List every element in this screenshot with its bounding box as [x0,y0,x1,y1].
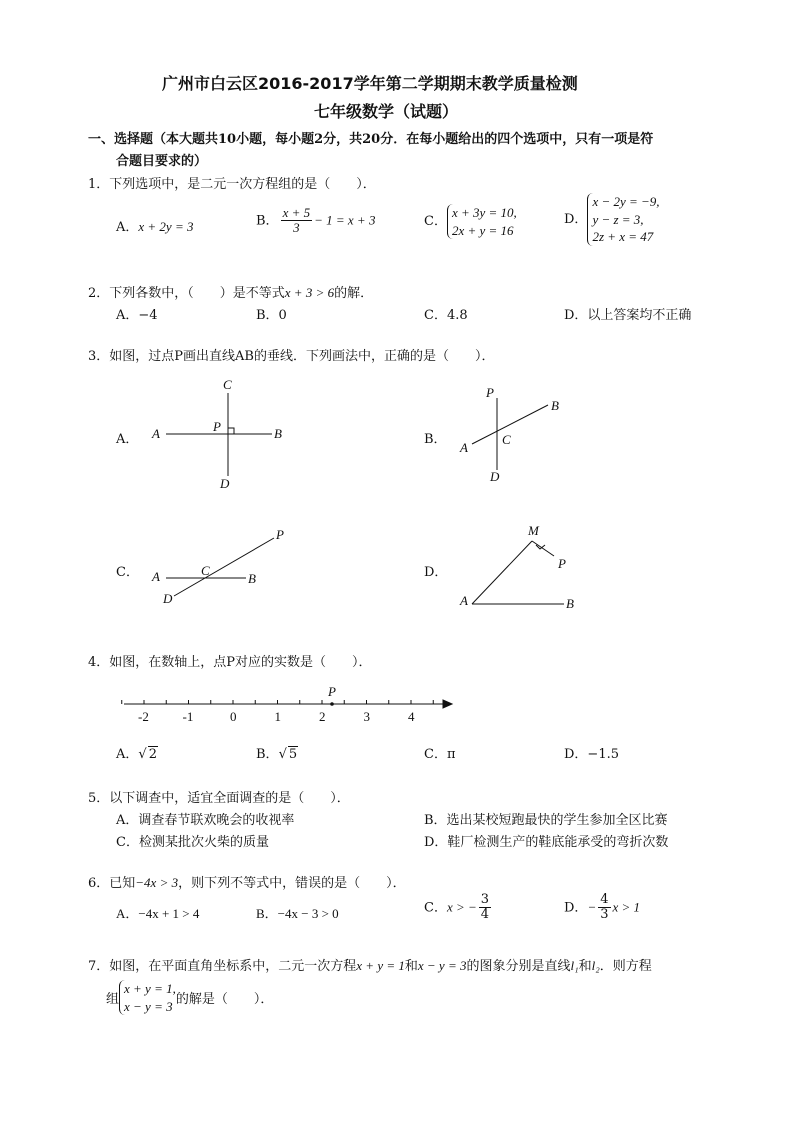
number-line-tick-label: 1 [274,709,281,724]
fig-c-label-b: B [248,571,256,586]
q5-option-d: D．鞋厂检测生产的鞋底能承受的弯折次数 [424,835,669,850]
fig-c-label-d: D [163,591,173,606]
q1-b-num: x + 5 [282,205,311,220]
q2-option-b: B．0 [256,308,287,323]
q7-stem-line1 [88,955,652,974]
q5-option-a: A．调查春节联欢晚会的收视率 [116,813,295,828]
q1-c-line1: x + 3y = 10, [451,205,517,220]
q4-stem: 4．如图，在数轴上，点P对应的实数是（ ）． [88,655,372,670]
q1-c-line2: 2x + y = 16 [451,222,514,238]
q1-b-den: 3 [293,220,300,236]
number-line-point-p [330,702,334,706]
q2-option-d: D．以上答案均不正确 [564,308,692,323]
number-line-arrow [443,700,452,708]
q1-b-rest: − 1 = x + 3 [314,212,376,228]
fig-a-label-p: P [213,419,221,434]
fig-a-label-c: C [223,377,232,392]
fig-d-label-b: B [566,596,574,611]
q6-c-pre: x > − [446,899,477,915]
number-line-tick-label: 4 [408,709,415,724]
q6-d-pre: − [587,899,597,915]
fig-b-label-a: A [460,440,468,455]
number-line-tick-label: 0 [230,709,237,724]
number-line-tick-label: -2 [138,709,149,724]
sqrt-icon: √ [138,747,147,762]
fig-d-line-mp [532,541,554,556]
q7-and: 和 [404,959,418,974]
fig-b-label-p: P [486,385,494,400]
q4-b-label: B． [256,747,279,762]
q6-stem [88,872,406,891]
q1-d-line2: y − z = 3, [592,211,644,227]
q7-sys-line2: x − y = 3 [124,998,173,1014]
q1-a-label: A． [116,220,139,235]
q3-label-a: A． [116,432,139,447]
q1-d-line1: x − 2y = −9, [592,194,660,209]
q2-option-a: A．−4 [116,308,158,323]
number-line-tick-label: -1 [182,709,194,724]
fig-c-label-p: P [276,527,284,542]
fig-d-label-p: P [558,556,566,571]
q1-stem: 1．下列选项中，是二元一次方程组的是（ ）． [88,177,376,192]
fig-c-label-a: A [152,569,160,584]
q4-option-c: C．π [424,747,456,762]
q1-b-label: B． [256,213,279,229]
q6-option-b: B．−4x − 3 > 0 [256,906,339,921]
q6-d-num: 4 [600,892,609,907]
q7-stem-b: 的图象分别是直线 [466,959,571,974]
q2-stem-math: x + 3 > 6 [284,285,335,300]
q7-sys-line1: x + y = 1, [124,981,176,996]
fig-c-label-c: C [201,563,210,578]
q7-l1: l₁ [570,958,579,973]
q6-d-den: 3 [600,907,609,923]
q6-stem-math: −4x > 3 [135,875,179,890]
q2-stem-b: 的解． [334,286,374,301]
q7-and2: 和 [578,959,592,974]
q4-option-d: D．−1.5 [564,747,619,762]
q7-stem-e: 的解是（ ）． [175,992,274,1008]
fig-a-label-b: B [274,426,282,441]
section-heading-line2: 合题目要求的） [116,154,208,169]
q3-figure-a [166,393,272,476]
q1-c-label: C． [424,214,447,230]
q6-option-c [424,893,493,923]
q6-c-num: 3 [480,892,490,907]
number-line-tick-label: 2 [319,709,326,724]
q7-l2: l₂ [591,958,600,973]
q7-stem-line2 [106,980,273,1015]
q7-stem-c: ．则方程 [599,959,652,974]
fig-d-line-am [472,541,532,604]
fig-b-label-d: D [490,469,500,484]
q7-stem-a: 7．如图，在平面直角坐标系中，二元一次方程 [88,959,357,974]
fig-a-label-d: D [220,476,230,491]
q7-eq2: x − y = 3 [417,958,467,973]
fig-c-line-dp [174,538,274,596]
fig-b-label-b: B [551,398,559,413]
number-line-minor-ticks [122,700,434,704]
q6-option-a: A．−4x + 1 > 4 [116,906,200,921]
sqrt-icon: √ [278,747,287,762]
fig-d-label-a: A [460,593,468,608]
q1-d-line3: 2z + x = 47 [592,229,654,245]
q1-d-label: D． [564,211,588,227]
fig-b-label-c: C [502,432,511,447]
q6-option-d [564,893,640,923]
q6-c-den: 4 [480,907,490,923]
q6-d-fraction [598,893,610,923]
q4-a-val: 2 [148,747,157,762]
q3-label-c: C． [116,565,139,580]
number-line-tick-labels [138,709,415,724]
q3-stem: 3．如图，过点P画出直线AB的垂线．下列画法中，正确的是（ ）． [88,349,495,364]
q5-option-b: B．选出某校短跑最快的学生参加全区比赛 [424,813,668,828]
section-heading-line1: 一、选择题（本大题共10小题，每小题2分，共20分．在每小题给出的四个选项中，只有一项是符 [88,132,654,147]
q3-label-b: B． [424,432,447,447]
q3-figure-c [166,538,274,596]
q4-option-a [116,743,158,762]
q7-stem-d: 组 [106,992,120,1008]
q4-option-b [256,743,298,762]
q6-c-fraction [479,893,491,923]
q4-a-label: A． [116,747,139,762]
q4-number-line [124,700,452,708]
q6-stem-b: ，则下列不等式中，错误的是（ ）． [178,876,406,891]
fig-a-right-angle [228,428,234,434]
q6-stem-a: 6．已知 [88,876,136,891]
q6-c-label: C． [424,900,447,916]
q2-stem-a: 2．下列各数中，（ ）是不等式 [88,286,285,301]
fig-d-label-m: M [528,523,539,538]
fig-a-label-a: A [152,426,160,441]
q2-option-c: C．4.8 [424,308,468,323]
q6-d-label: D． [564,900,588,916]
q1-a-expr: x + 2y = 3 [138,219,194,234]
q5-stem: 5．以下调查中，适宜全面调查的是（ ）． [88,791,350,806]
page-subtitle: 七年级数学（试题） [314,102,459,121]
q6-d-post: x > 1 [612,899,641,915]
number-line-tick-label: 3 [363,709,370,724]
q4-b-val: 5 [288,747,298,762]
q3-label-d: D． [424,565,448,580]
q7-eq1: x + y = 1 [356,958,405,973]
q7-system [119,980,176,1015]
q3-figure-d [472,541,564,604]
page-title: 广州市白云区2016-2017学年第二学期期末教学质量检测 [162,74,578,93]
number-line-label-p: P [328,684,336,699]
q5-option-c: C．检测某批次火柴的质量 [116,835,269,850]
